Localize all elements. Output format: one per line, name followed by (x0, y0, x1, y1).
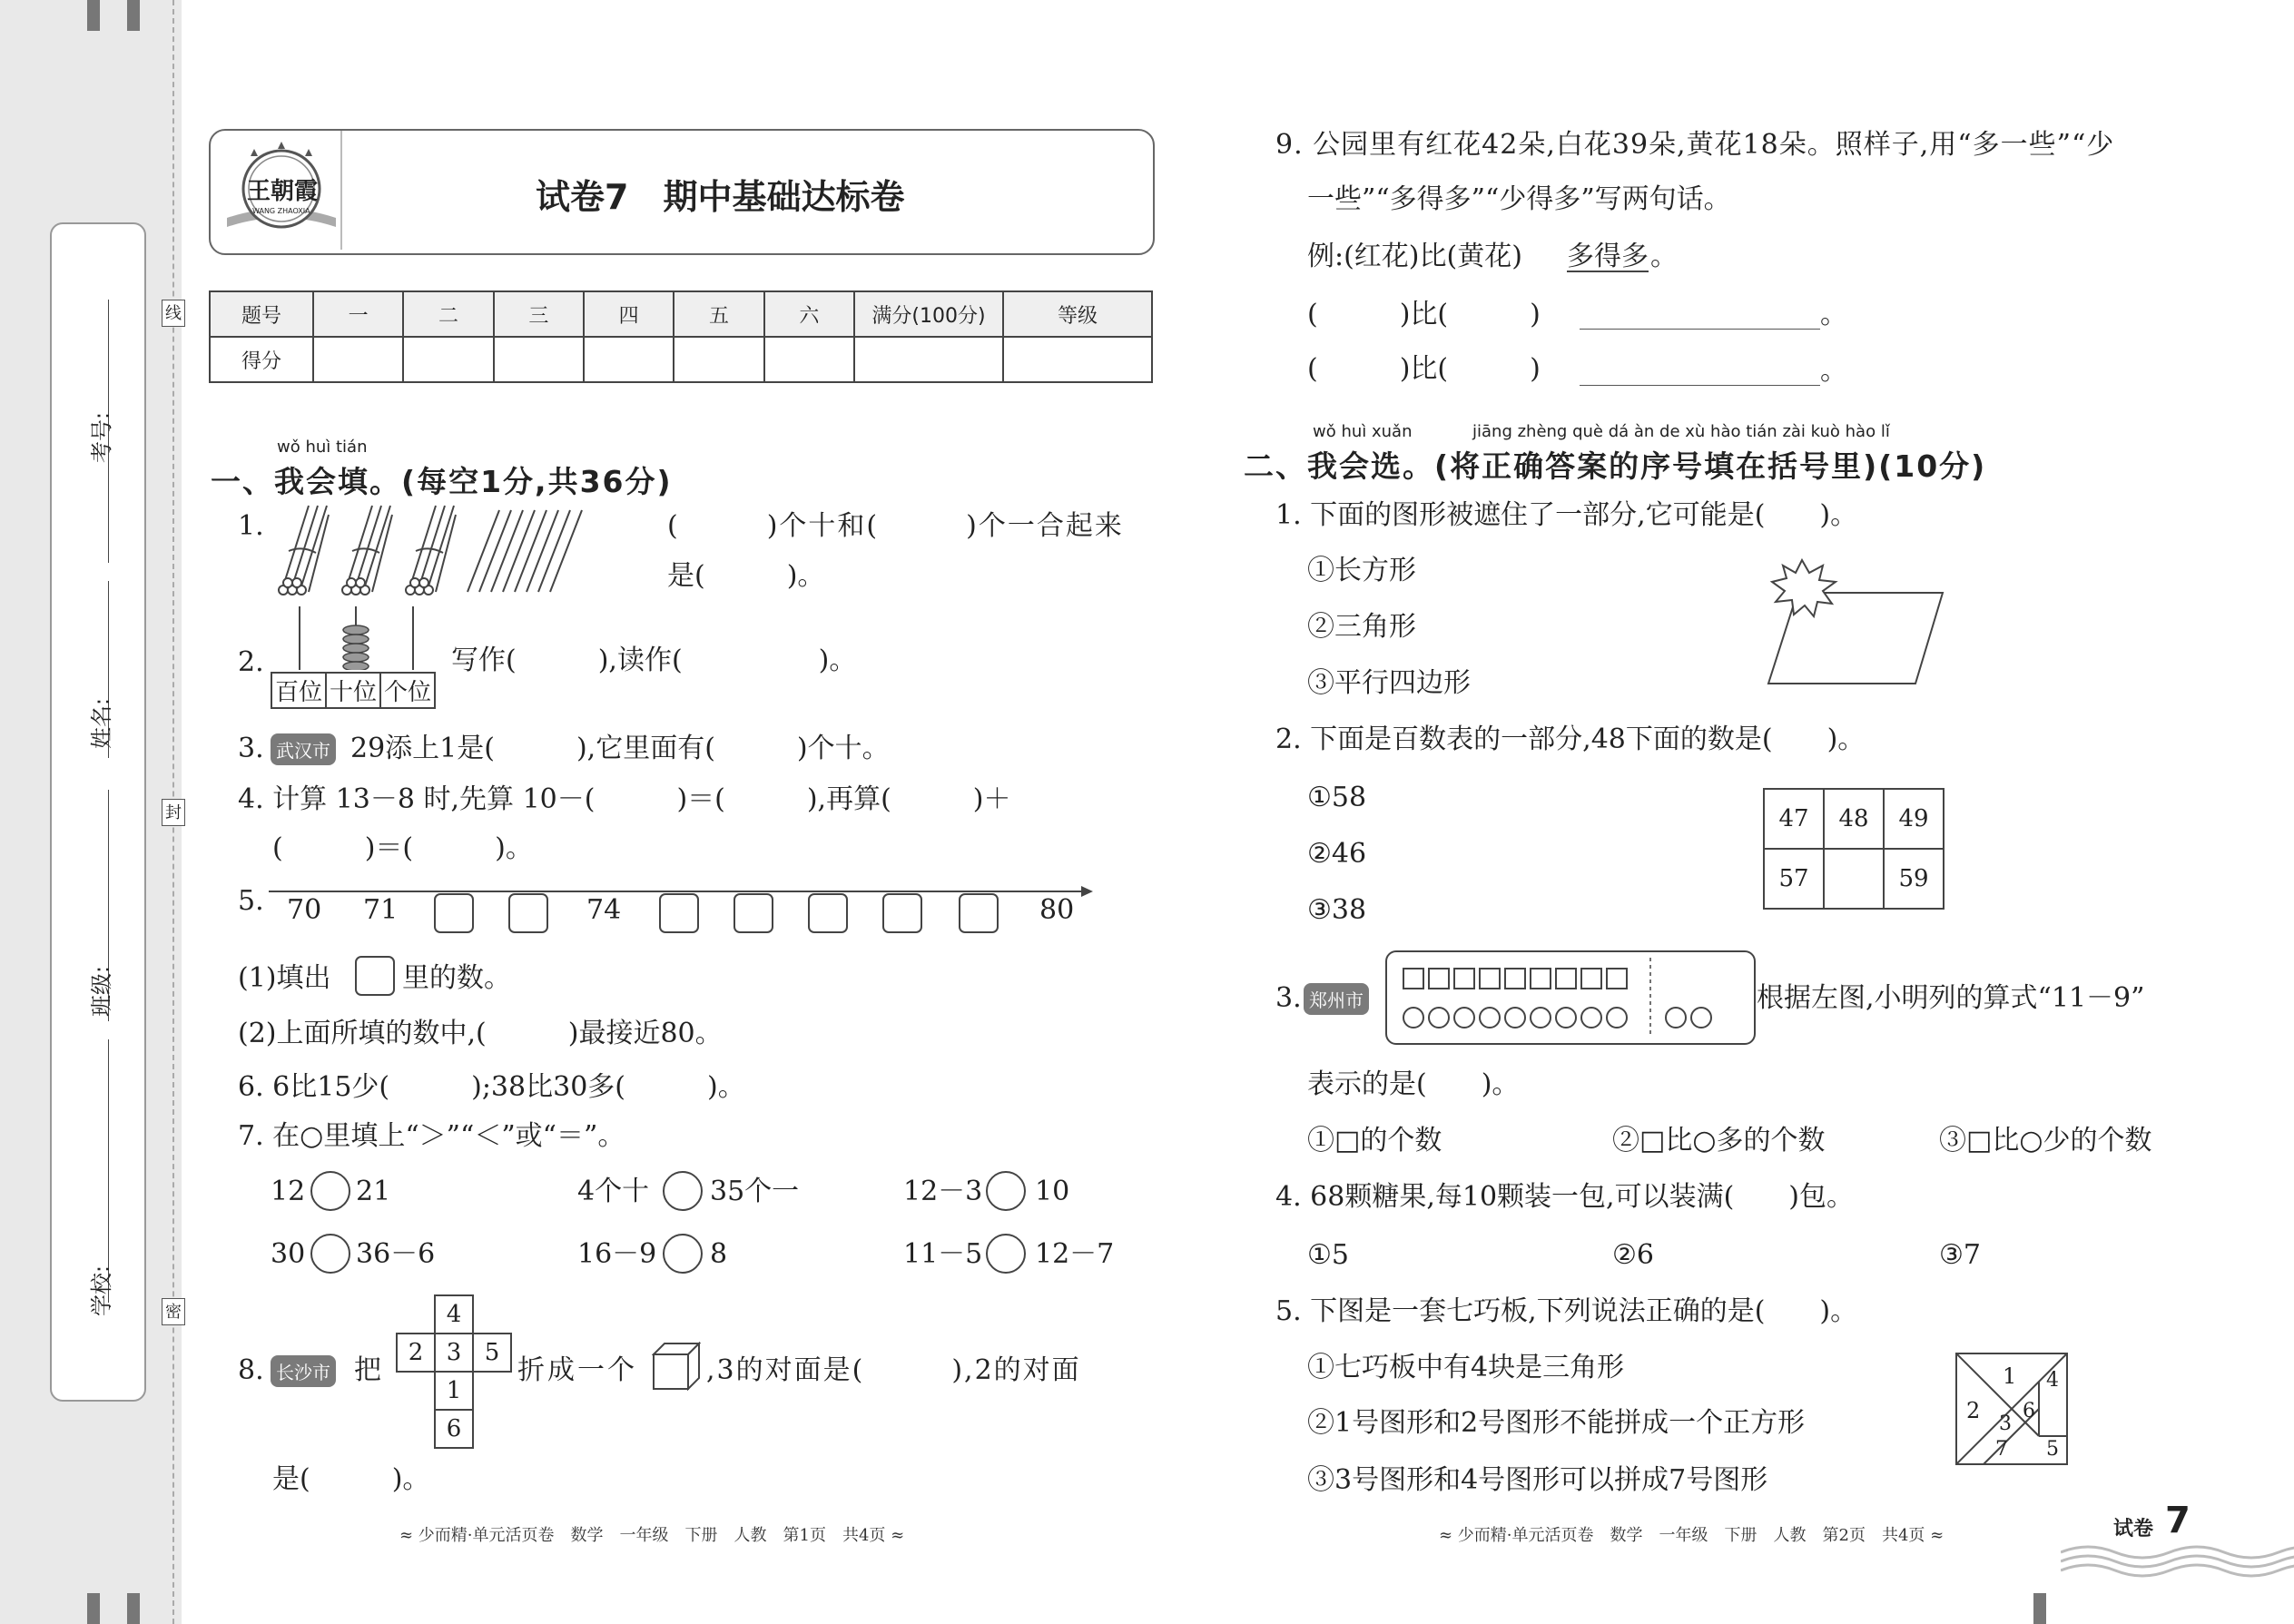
abacus-label: 十位 (326, 673, 380, 708)
q3-region-tag: 武汉市 (271, 733, 336, 765)
compare-circle[interactable] (663, 1234, 703, 1274)
answer-box[interactable] (733, 893, 773, 933)
q7-title: 7. 在○里填上“＞”“＜”或“＝”。 (238, 1120, 625, 1152)
s2-q3-option[interactable]: ②□比○多的个数 (1612, 1125, 1826, 1156)
answer-box[interactable] (434, 893, 474, 933)
s2-q5-option[interactable]: ②1号图形和2号图形不能拼成一个正方形 (1307, 1407, 1806, 1439)
s2-q1-option[interactable]: ②三角形 (1307, 611, 1416, 643)
binding-mark-feng: 封 (162, 799, 185, 826)
compare-right: 21 (356, 1176, 391, 1207)
tick-label: 74 (586, 894, 622, 926)
q9-blank2-end: 。 (1820, 355, 1847, 387)
q9-answer-line[interactable] (1580, 385, 1820, 386)
q9-blank1-end: 。 (1820, 299, 1847, 330)
score-col: 六 (764, 291, 854, 337)
score-col: 题号 (210, 291, 313, 337)
score-row-label: 得分 (210, 337, 313, 382)
compare-circle[interactable] (986, 1171, 1026, 1211)
score-col: 一 (313, 291, 403, 337)
q3-number: 3. (238, 733, 264, 764)
compare-right: 10 (1035, 1176, 1070, 1207)
q5-sub1-pre: (1)填出 (238, 962, 331, 994)
q9-line2: 一些”“多得多”“少得多”写两句话。 (1307, 183, 1731, 215)
q2-number: 2. (238, 646, 264, 678)
header-divider (340, 131, 342, 250)
s2-q1-text: 1. 下面的图形被遮住了一部分,它可能是( )。 (1275, 499, 1858, 531)
footer-right: ≈ 少而精·单元活页卷 数学 一年级 下册 人教 第2页 共4页 ≈ (1439, 1526, 1944, 1545)
hidden-shape-figure (1761, 558, 1947, 685)
q8-mid: 折成一个 (517, 1354, 637, 1386)
s2-q2-text: 2. 下面是百数表的一部分,48下面的数是( )。 (1275, 723, 1866, 755)
q9-blank1: ( )比( ) (1307, 299, 1541, 330)
s2-q3-text: 根据左图,小明列的算式“11－9” (1757, 982, 2145, 1014)
score-col: 二 (403, 291, 493, 337)
compare-left: 30 (271, 1238, 306, 1270)
punch-mark-bottom (2033, 1593, 2046, 1624)
cube-icon (652, 1342, 701, 1391)
s2-q3-option[interactable]: ③□比○少的个数 (1939, 1125, 2152, 1156)
abacus-label: 个位 (380, 673, 435, 708)
compare-circle[interactable] (663, 1171, 703, 1211)
compare-circle[interactable] (310, 1171, 350, 1211)
score-cell[interactable] (313, 337, 403, 382)
q9-example-pre: 例:(红花)比(黄花) (1307, 241, 1522, 272)
abacus-icon (272, 606, 445, 670)
binding-mark-xian: 线 (162, 300, 185, 327)
chart-cell: 47 (1764, 789, 1824, 849)
compare-left: 16－9 (577, 1238, 657, 1270)
hundred-chart (1763, 788, 1944, 910)
binding-mark-mi: 密 (162, 1298, 185, 1325)
q8-number: 8. (238, 1354, 264, 1386)
s2-q2-option[interactable]: ②46 (1307, 838, 1367, 870)
score-cell[interactable] (854, 337, 1003, 382)
score-cell[interactable] (1003, 337, 1152, 382)
footer-left: ≈ 少而精·单元活页卷 数学 一年级 下册 人教 第1页 共4页 ≈ (399, 1526, 905, 1545)
cube-net (396, 1294, 510, 1447)
net-cell: 3 (434, 1333, 474, 1373)
score-col: 三 (494, 291, 584, 337)
q2-text: 写作( ),读作( )。 (451, 645, 857, 676)
q5-sub2: (2)上面所填的数中,( )最接近80。 (238, 1018, 723, 1049)
score-cell[interactable] (764, 337, 854, 382)
compare-circle[interactable] (986, 1234, 1026, 1274)
compare-right: 8 (710, 1238, 728, 1270)
compare-left: 4个十 (577, 1176, 650, 1207)
compare-left: 12－3 (903, 1176, 983, 1207)
s2-q3-line2: 表示的是( )。 (1307, 1068, 1520, 1100)
tangram-label: 7 (1995, 1438, 2008, 1461)
answer-box[interactable] (659, 893, 699, 933)
chart-cell: 48 (1824, 789, 1884, 849)
bundle-sticks-icon (272, 501, 608, 601)
q4-line1: 4. 计算 13－8 时,先算 10－( )＝( ),再算( )＋ (238, 783, 1011, 815)
answer-box[interactable] (882, 893, 922, 933)
q8-pre: 把 (354, 1354, 381, 1386)
page-title: 试卷7 期中基础达标卷 (536, 177, 905, 217)
answer-box[interactable] (508, 893, 548, 933)
compare-right: 12－7 (1035, 1238, 1115, 1270)
info-line (108, 1039, 109, 1303)
tangram-label: 6 (2023, 1400, 2035, 1422)
logo-subtext: WANG ZHAOXIA (252, 207, 310, 215)
score-cell[interactable] (674, 337, 763, 382)
q8-region-tag: 长沙市 (271, 1355, 336, 1387)
section2-title: 二、我会选。(将正确答案的序号填在括号里)(10分) (1244, 448, 1987, 484)
q3-text: 29添上1是( ),它里面有( )个十。 (350, 733, 890, 764)
q9-blank2: ( )比( ) (1307, 353, 1541, 385)
score-col: 四 (584, 291, 674, 337)
s2-q4-option[interactable]: ①5 (1307, 1239, 1349, 1271)
answer-box[interactable] (959, 893, 999, 933)
example-box (355, 956, 395, 996)
section2-pinyin-2: jiāng zhèng què dá àn de xù hào tián zài kuò hào lǐ (1472, 422, 1890, 441)
label-class: 班级: (89, 965, 114, 1017)
q9-answer-line[interactable] (1580, 329, 1820, 330)
q6-text: 6. 6比15少( );38比30多( )。 (238, 1071, 745, 1103)
label-school: 学校: (89, 1265, 114, 1316)
q1-line1: ( )个十和( )个一合起来 (667, 510, 1124, 542)
squares-circles-figure (1385, 950, 1756, 1045)
tangram-label: 4 (2046, 1369, 2059, 1392)
chart-cell: 57 (1764, 849, 1824, 909)
logo (227, 136, 336, 243)
q5-sub1-post: 里的数。 (402, 962, 511, 994)
score-cell[interactable] (403, 337, 493, 382)
net-cell: 6 (434, 1409, 474, 1449)
punch-mark-top (87, 0, 100, 31)
score-col: 五 (674, 291, 763, 337)
tangram-figure (1955, 1353, 2068, 1465)
q9-example-answer: 多得多 (1567, 241, 1649, 272)
section1-title: 一、我会填。(每空1分,共36分) (211, 464, 673, 499)
score-cell[interactable] (494, 337, 584, 382)
logo-text: 王朝霞 (247, 178, 319, 205)
compare-left: 11－5 (903, 1238, 983, 1270)
q8-line2: 是( )。 (272, 1463, 430, 1495)
q1-line2: 是( )。 (667, 560, 825, 592)
tick-label: 80 (1039, 894, 1075, 926)
abacus-labels (271, 672, 436, 709)
tick-label: 70 (287, 894, 322, 926)
punch-mark-top (127, 0, 140, 31)
compare-right: 35个一 (710, 1176, 800, 1207)
section2-pinyin-1: wǒ huì xuǎn (1313, 422, 1413, 441)
score-cell[interactable] (584, 337, 674, 382)
s2-q5-text: 5. 下图是一套七巧板,下列说法正确的是( )。 (1275, 1295, 1858, 1327)
s2-q1-option[interactable]: ③平行四边形 (1307, 667, 1471, 699)
section1-pinyin: wǒ huì tián (277, 438, 368, 457)
chart-cell: 59 (1884, 849, 1944, 909)
page-badge-label: 试卷 (2113, 1513, 2153, 1541)
tick-label: 71 (363, 894, 399, 926)
tangram-label: 2 (1966, 1398, 1981, 1423)
chart-cell (1824, 849, 1884, 909)
label-kaohao: 考号: (89, 411, 114, 463)
score-col: 满分(100分) (854, 291, 1003, 337)
q8-post: ,3的对面是( ),2的对面 (706, 1354, 1081, 1386)
abacus-label: 百位 (271, 673, 326, 708)
page-badge-number: 7 (2165, 1500, 2191, 1541)
net-cell: 2 (396, 1333, 436, 1373)
s2-q4-text: 4. 68颗糖果,每10颗装一包,可以装满( )包。 (1275, 1181, 1854, 1213)
tangram-label: 5 (2046, 1438, 2059, 1461)
s2-q5-option[interactable]: ③3号图形和4号图形可以拼成7号图形 (1307, 1464, 1768, 1496)
compare-left: 12 (271, 1176, 306, 1207)
q9-example-end: 。 (1650, 241, 1678, 272)
q5-number: 5. (238, 885, 264, 917)
label-name: 姓名: (89, 697, 114, 749)
compare-right: 36－6 (356, 1238, 436, 1270)
chart-cell: 49 (1884, 789, 1944, 849)
punch-mark-bottom (127, 1593, 140, 1624)
score-table (209, 290, 1153, 383)
compare-circle[interactable] (310, 1234, 350, 1274)
s2-q2-option[interactable]: ③38 (1307, 894, 1367, 926)
punch-mark-bottom (87, 1593, 100, 1624)
tangram-label: 3 (1999, 1412, 2012, 1435)
net-cell: 1 (434, 1371, 474, 1411)
q1-number: 1. (238, 510, 264, 542)
s2-q2-option[interactable]: ①58 (1307, 782, 1367, 813)
net-cell: 4 (434, 1294, 474, 1334)
s2-q5-option[interactable]: ①七巧板中有4块是三角形 (1307, 1352, 1625, 1383)
s2-q3-option[interactable]: ①□的个数 (1307, 1125, 1442, 1156)
s2-q4-option[interactable]: ③7 (1939, 1239, 1981, 1271)
s2-q1-option[interactable]: ①长方形 (1307, 555, 1416, 586)
s2-q4-option[interactable]: ②6 (1612, 1239, 1654, 1271)
q9-line1: 9. 公园里有红花42朵,白花39朵,黄花18朵。照样子,用“多一些”“少 (1275, 129, 2115, 161)
score-col: 等级 (1003, 291, 1152, 337)
q4-line2: ( )＝( )。 (272, 832, 533, 864)
tangram-label: 1 (2003, 1363, 2017, 1389)
s2-q3-number: 3. (1275, 982, 1302, 1014)
net-cell: 5 (472, 1333, 512, 1373)
s2-q3-region-tag: 郑州市 (1304, 983, 1369, 1015)
answer-box[interactable] (808, 893, 848, 933)
student-info-box (50, 222, 146, 1402)
